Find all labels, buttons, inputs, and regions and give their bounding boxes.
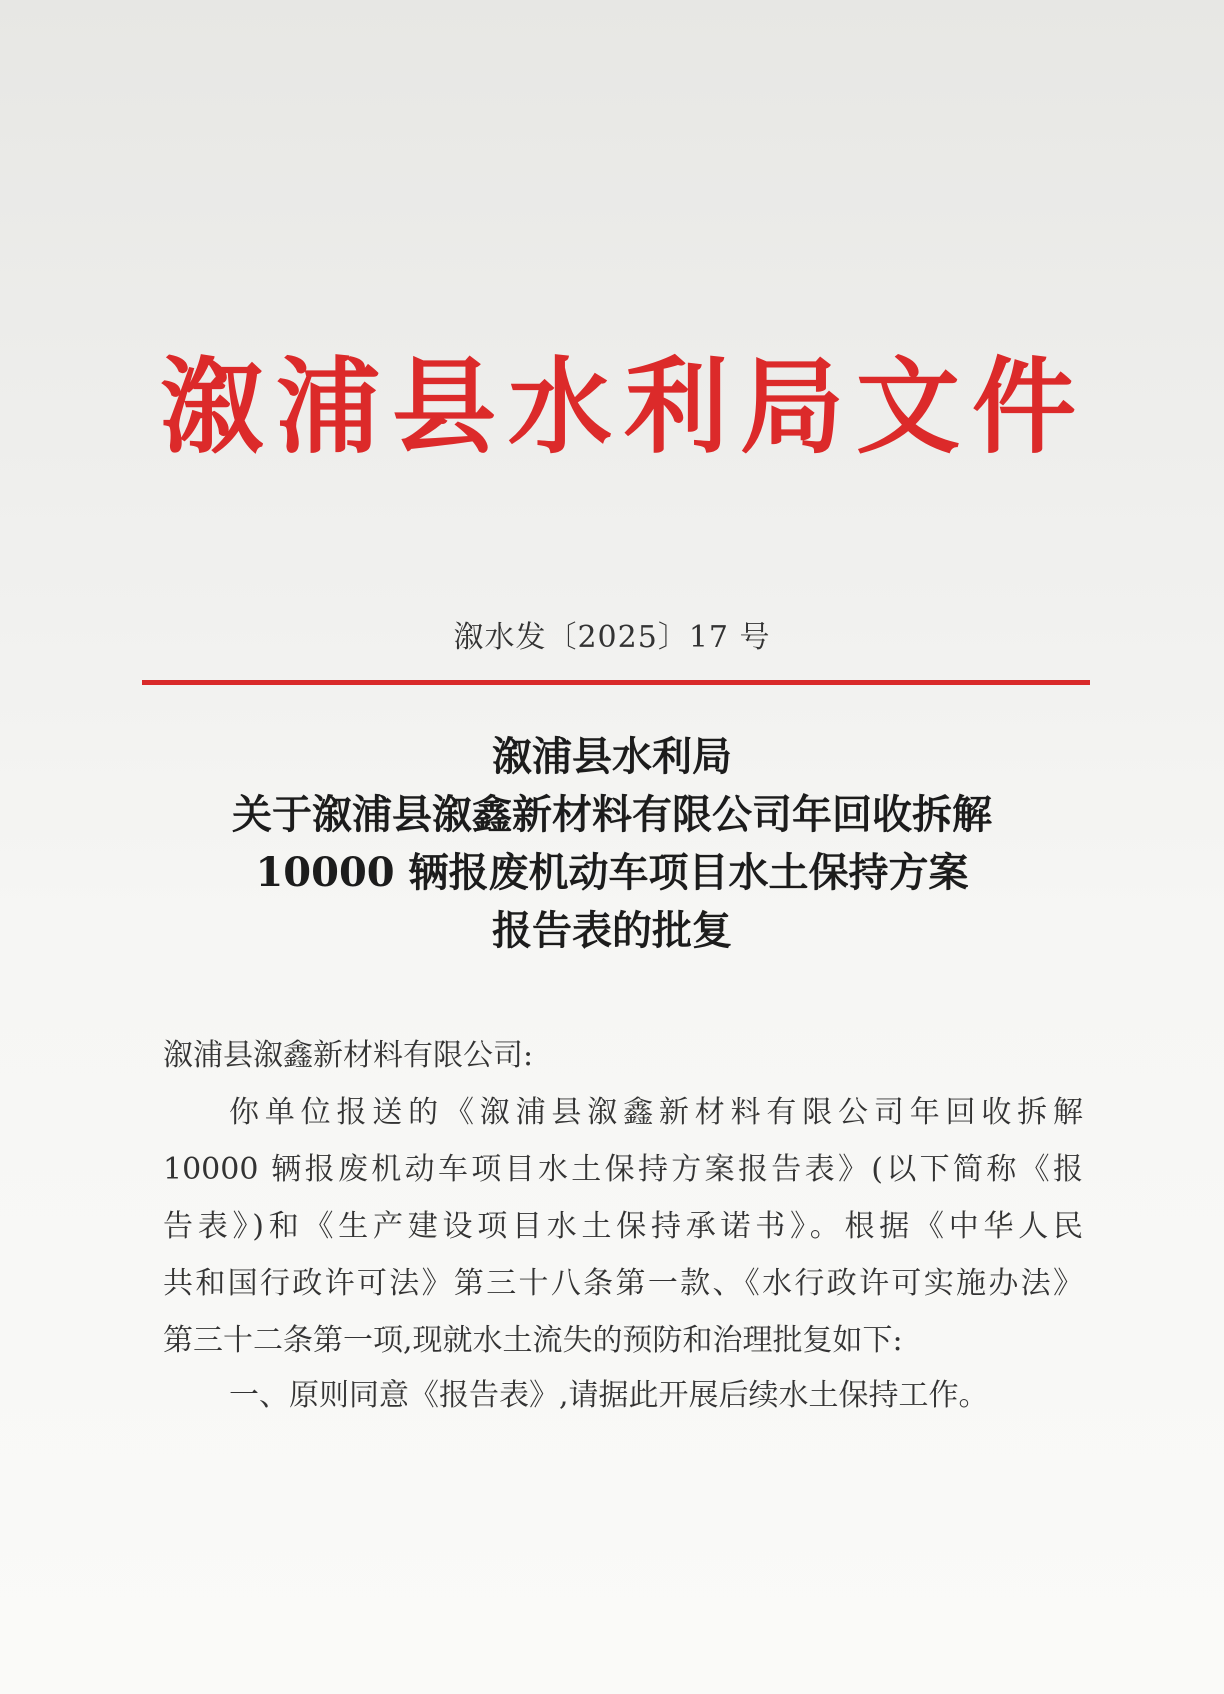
salutation: 溆浦县溆鑫新材料有限公司: <box>163 1038 534 1073</box>
approval-item-one: 一、原则同意《报告表》,请据此开展后续水土保持工作。 <box>229 1378 989 1413</box>
subject-line: 10000 辆报废机动车项目水土保持方案 <box>255 849 969 896</box>
document-header-title: 溆浦县水利局文件 <box>160 346 1089 468</box>
subject-line: 报告表的批复 <box>492 907 732 954</box>
subject-line-issuer: 溆浦县水利局 <box>492 733 732 780</box>
red-divider-line <box>142 680 1090 685</box>
paragraph-line: 告表》)和《生产建设项目水土保持承诺书》。根据《中华人民 <box>163 1209 1083 1244</box>
paragraph-line: 10000 辆报废机动车项目水土保持方案报告表》(以下简称《报 <box>163 1152 1083 1187</box>
subject-line: 关于溆浦县溆鑫新材料有限公司年回收拆解 <box>232 791 992 838</box>
document-number: 溆水发〔2025〕17 号 <box>453 620 771 655</box>
paragraph-line: 共和国行政许可法》第三十八条第一款、《水行政许可实施办法》 <box>163 1266 1083 1301</box>
paragraph-line: 你单位报送的《溆浦县溆鑫新材料有限公司年回收拆解 <box>229 1095 1083 1130</box>
paragraph-line: 第三十二条第一项,现就水土流失的预防和治理批复如下: <box>163 1323 903 1358</box>
body-paragraph <box>163 1084 1083 1369</box>
document-subject <box>0 728 1224 960</box>
